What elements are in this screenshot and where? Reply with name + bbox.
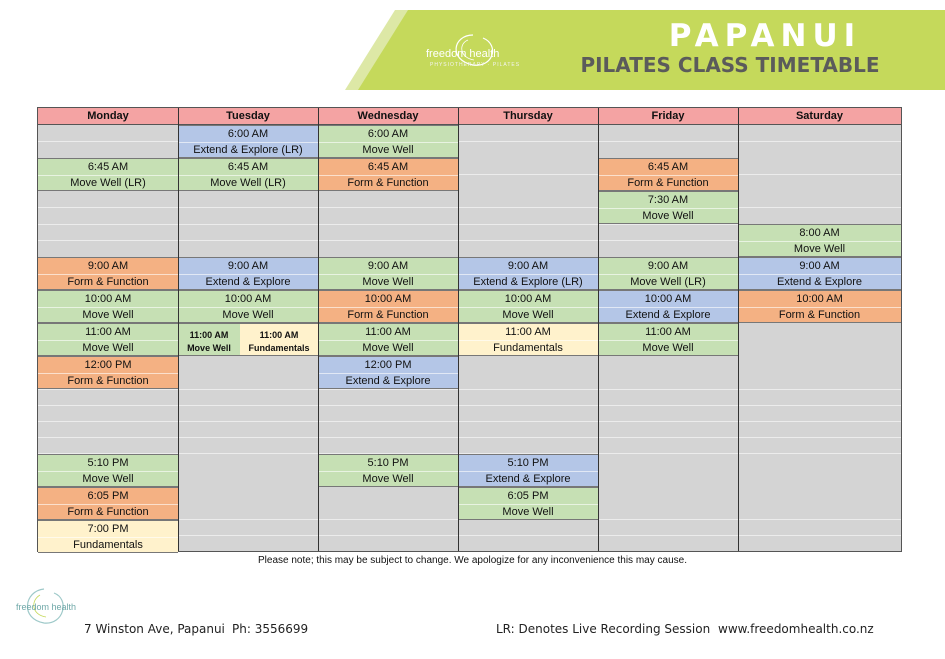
class-block: 11:00 AM Move Well [178,323,240,356]
footer-logo [14,585,94,635]
class-block: 10:00 AM Extend & Explore [598,290,738,323]
class-block: 11:00 AM Move Well [598,323,738,356]
row-divider [38,421,901,422]
location-title: PAPANUI [668,18,862,54]
row-divider [38,405,901,406]
class-block: 6:00 AM Extend & Explore (LR) [178,125,318,158]
class-block: 9:00 AM Form & Function [38,257,178,290]
class-block: 5:10 PM Move Well [38,454,178,487]
class-block: 10:00 AM Move Well [38,290,178,323]
footer-website[interactable]: www.freedomhealth.co.nz [718,622,874,636]
class-block: 12:00 PM Extend & Explore [318,356,458,389]
logo-text: freedom health [426,48,500,60]
logo-subtext: PHYSIOTHERAPY · PILATES [430,62,521,68]
class-block: 7:00 PM Fundamentals [38,520,178,553]
day-header-tuesday: Tuesday [178,108,318,125]
class-block: 6:00 AM Move Well [318,125,458,158]
day-header-saturday: Saturday [738,108,901,125]
class-block: 8:00 AM Move Well [738,224,901,257]
header-banner [0,0,945,100]
class-block: 11:00 AM Move Well [318,323,458,356]
change-note: Please note; this may be subject to change. We apologize for any inconvenience this may cause. [258,555,687,566]
class-block: 5:10 PM Move Well [318,454,458,487]
class-block: 10:00 AM Move Well [458,290,598,323]
footer-lr-note: LR: Denotes Live Recording Session [496,622,711,636]
class-block: 9:00 AM Move Well [318,257,458,290]
class-block: 6:05 PM Move Well [458,487,598,520]
row-divider [38,207,901,208]
row-divider [38,389,901,390]
column-divider [178,108,179,551]
footer-address: 7 Winston Ave, Papanui [84,622,225,636]
column-divider [598,108,599,551]
class-block: 9:00 AM Extend & Explore [738,257,901,290]
class-block: 7:30 AM Move Well [598,191,738,224]
class-block: 10:00 AM Form & Function [738,290,901,323]
class-block: 12:00 PM Form & Function [38,356,178,389]
day-header-thursday: Thursday [458,108,598,125]
column-divider [318,108,319,551]
class-block: 6:45 AM Form & Function [598,158,738,191]
class-block: 11:00 AM Move Well [38,323,178,356]
class-block: 10:00 AM Form & Function [318,290,458,323]
class-block: 6:45 AM Move Well (LR) [178,158,318,191]
column-divider [458,108,459,551]
day-header-friday: Friday [598,108,738,125]
class-block: 5:10 PM Extend & Explore [458,454,598,487]
row-divider [38,141,901,142]
row-divider [38,437,901,438]
class-block: 6:45 AM Move Well (LR) [38,158,178,191]
class-block: 11:00 AM Fundamentals [240,323,318,356]
class-block: 9:00 AM Move Well (LR) [598,257,738,290]
timetable [37,107,902,552]
class-block: 6:05 PM Form & Function [38,487,178,520]
timetable-title: PILATES CLASS TIMETABLE [580,53,880,77]
class-block: 6:45 AM Form & Function [318,158,458,191]
footer-phone: Ph: 3556699 [232,622,309,636]
class-block: 9:00 AM Extend & Explore [178,257,318,290]
day-header-monday: Monday [38,108,178,125]
column-divider [738,108,739,551]
header-logo [420,30,530,80]
footer-logo-text: freedom health [16,602,77,612]
day-header-wednesday: Wednesday [318,108,458,125]
class-block: 11:00 AM Fundamentals [458,323,598,356]
class-block: 10:00 AM Move Well [178,290,318,323]
class-block: 9:00 AM Extend & Explore (LR) [458,257,598,290]
